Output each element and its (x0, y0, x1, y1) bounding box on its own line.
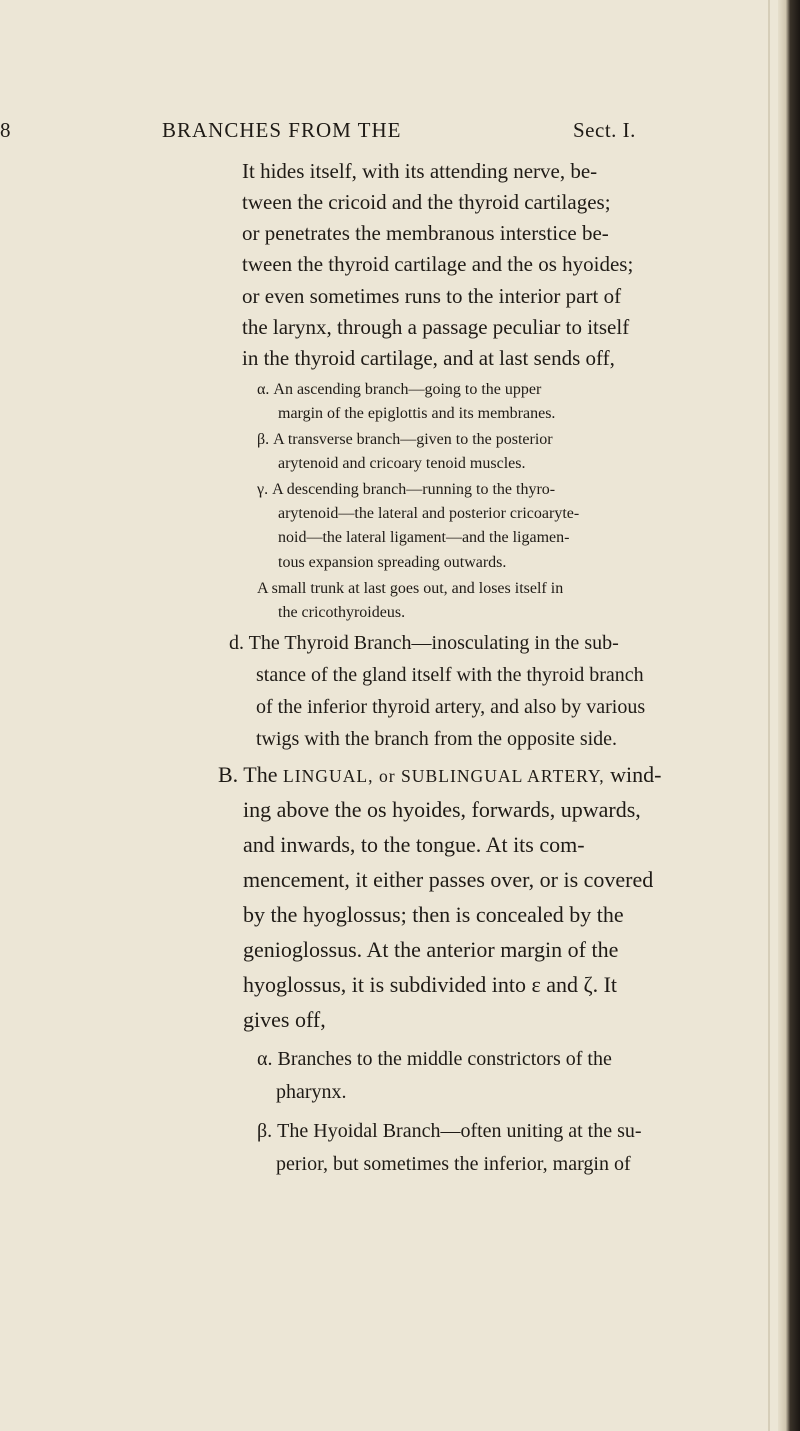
page-edge-shadow (768, 0, 770, 1431)
text-line: A small trunk at last goes out, and loses itself in (257, 580, 564, 597)
text-line: genioglossus. At the anterior margin of the (243, 937, 619, 962)
text-line: β. The Hyoidal Branch—often uniting at the su- (257, 1120, 642, 1142)
text-line: stance of the gland itself with the thyroid branch (256, 664, 644, 686)
section-label: Sect. I. (573, 118, 636, 142)
text-line: of the inferior thyroid artery, and also by various (256, 696, 646, 718)
text-line: ing above the os hyoides, forwards, upwards, (243, 797, 641, 822)
text-line: α. Branches to the middle constrictors of the (257, 1048, 612, 1070)
text-line: It hides itself, with its attending nerve, be- (242, 159, 598, 183)
text-line: β. A transverse branch—given to the posterior (257, 431, 553, 448)
text-run: wind- (604, 762, 662, 787)
text-line: γ. A descending branch—running to the thyro- (257, 481, 556, 498)
text-line: arytenoid and cricoary tenoid muscles. (278, 455, 526, 472)
page-number: 8 (0, 118, 11, 142)
text-line: gives off, (243, 1007, 326, 1032)
text-line: or even sometimes runs to the interior part of (242, 284, 622, 308)
text-line: d. The Thyroid Branch—inosculating in the sub- (229, 632, 619, 654)
text-line: hyoglossus, it is subdivided into ε and ζ. It (243, 972, 618, 997)
text-line: by the hyoglossus; then is concealed by the (243, 902, 624, 927)
text-line: tween the cricoid and the thyroid cartilages; (242, 190, 611, 214)
page-binding-edge (778, 0, 800, 1431)
text-line: the cricothyroideus. (278, 604, 406, 621)
text-line: α. An ascending branch—going to the upper (257, 381, 542, 398)
text-line: margin of the epiglottis and its membranes. (278, 405, 556, 422)
text-line: the larynx, through a passage peculiar to itself (242, 315, 630, 339)
text-line: tween the thyroid cartilage and the os hyoides; (242, 252, 634, 276)
artery-name: LINGUAL, or SUBLINGUAL ARTERY, (282, 766, 605, 786)
text-line: tous expansion spreading outwards. (278, 554, 507, 571)
text-line: and inwards, to the tongue. At its com- (243, 832, 585, 857)
text-line: in the thyroid cartilage, and at last sends off, (242, 346, 615, 370)
text-run: B. The (218, 762, 283, 787)
text-line: pharynx. (276, 1081, 347, 1103)
text-line (218, 762, 662, 788)
text-line: arytenoid—the lateral and posterior cricoaryte- (278, 505, 580, 522)
text-line: twigs with the branch from the opposite side. (256, 728, 618, 750)
text-line: mencement, it either passes over, or is covered (243, 867, 654, 892)
text-line: noid—the lateral ligament—and the ligamen- (278, 529, 570, 546)
running-header (0, 118, 780, 148)
running-title: BRANCHES FROM THE (162, 118, 402, 142)
text-line: or penetrates the membranous interstice be- (242, 221, 609, 245)
text-line: perior, but sometimes the inferior, margin of (276, 1153, 631, 1175)
